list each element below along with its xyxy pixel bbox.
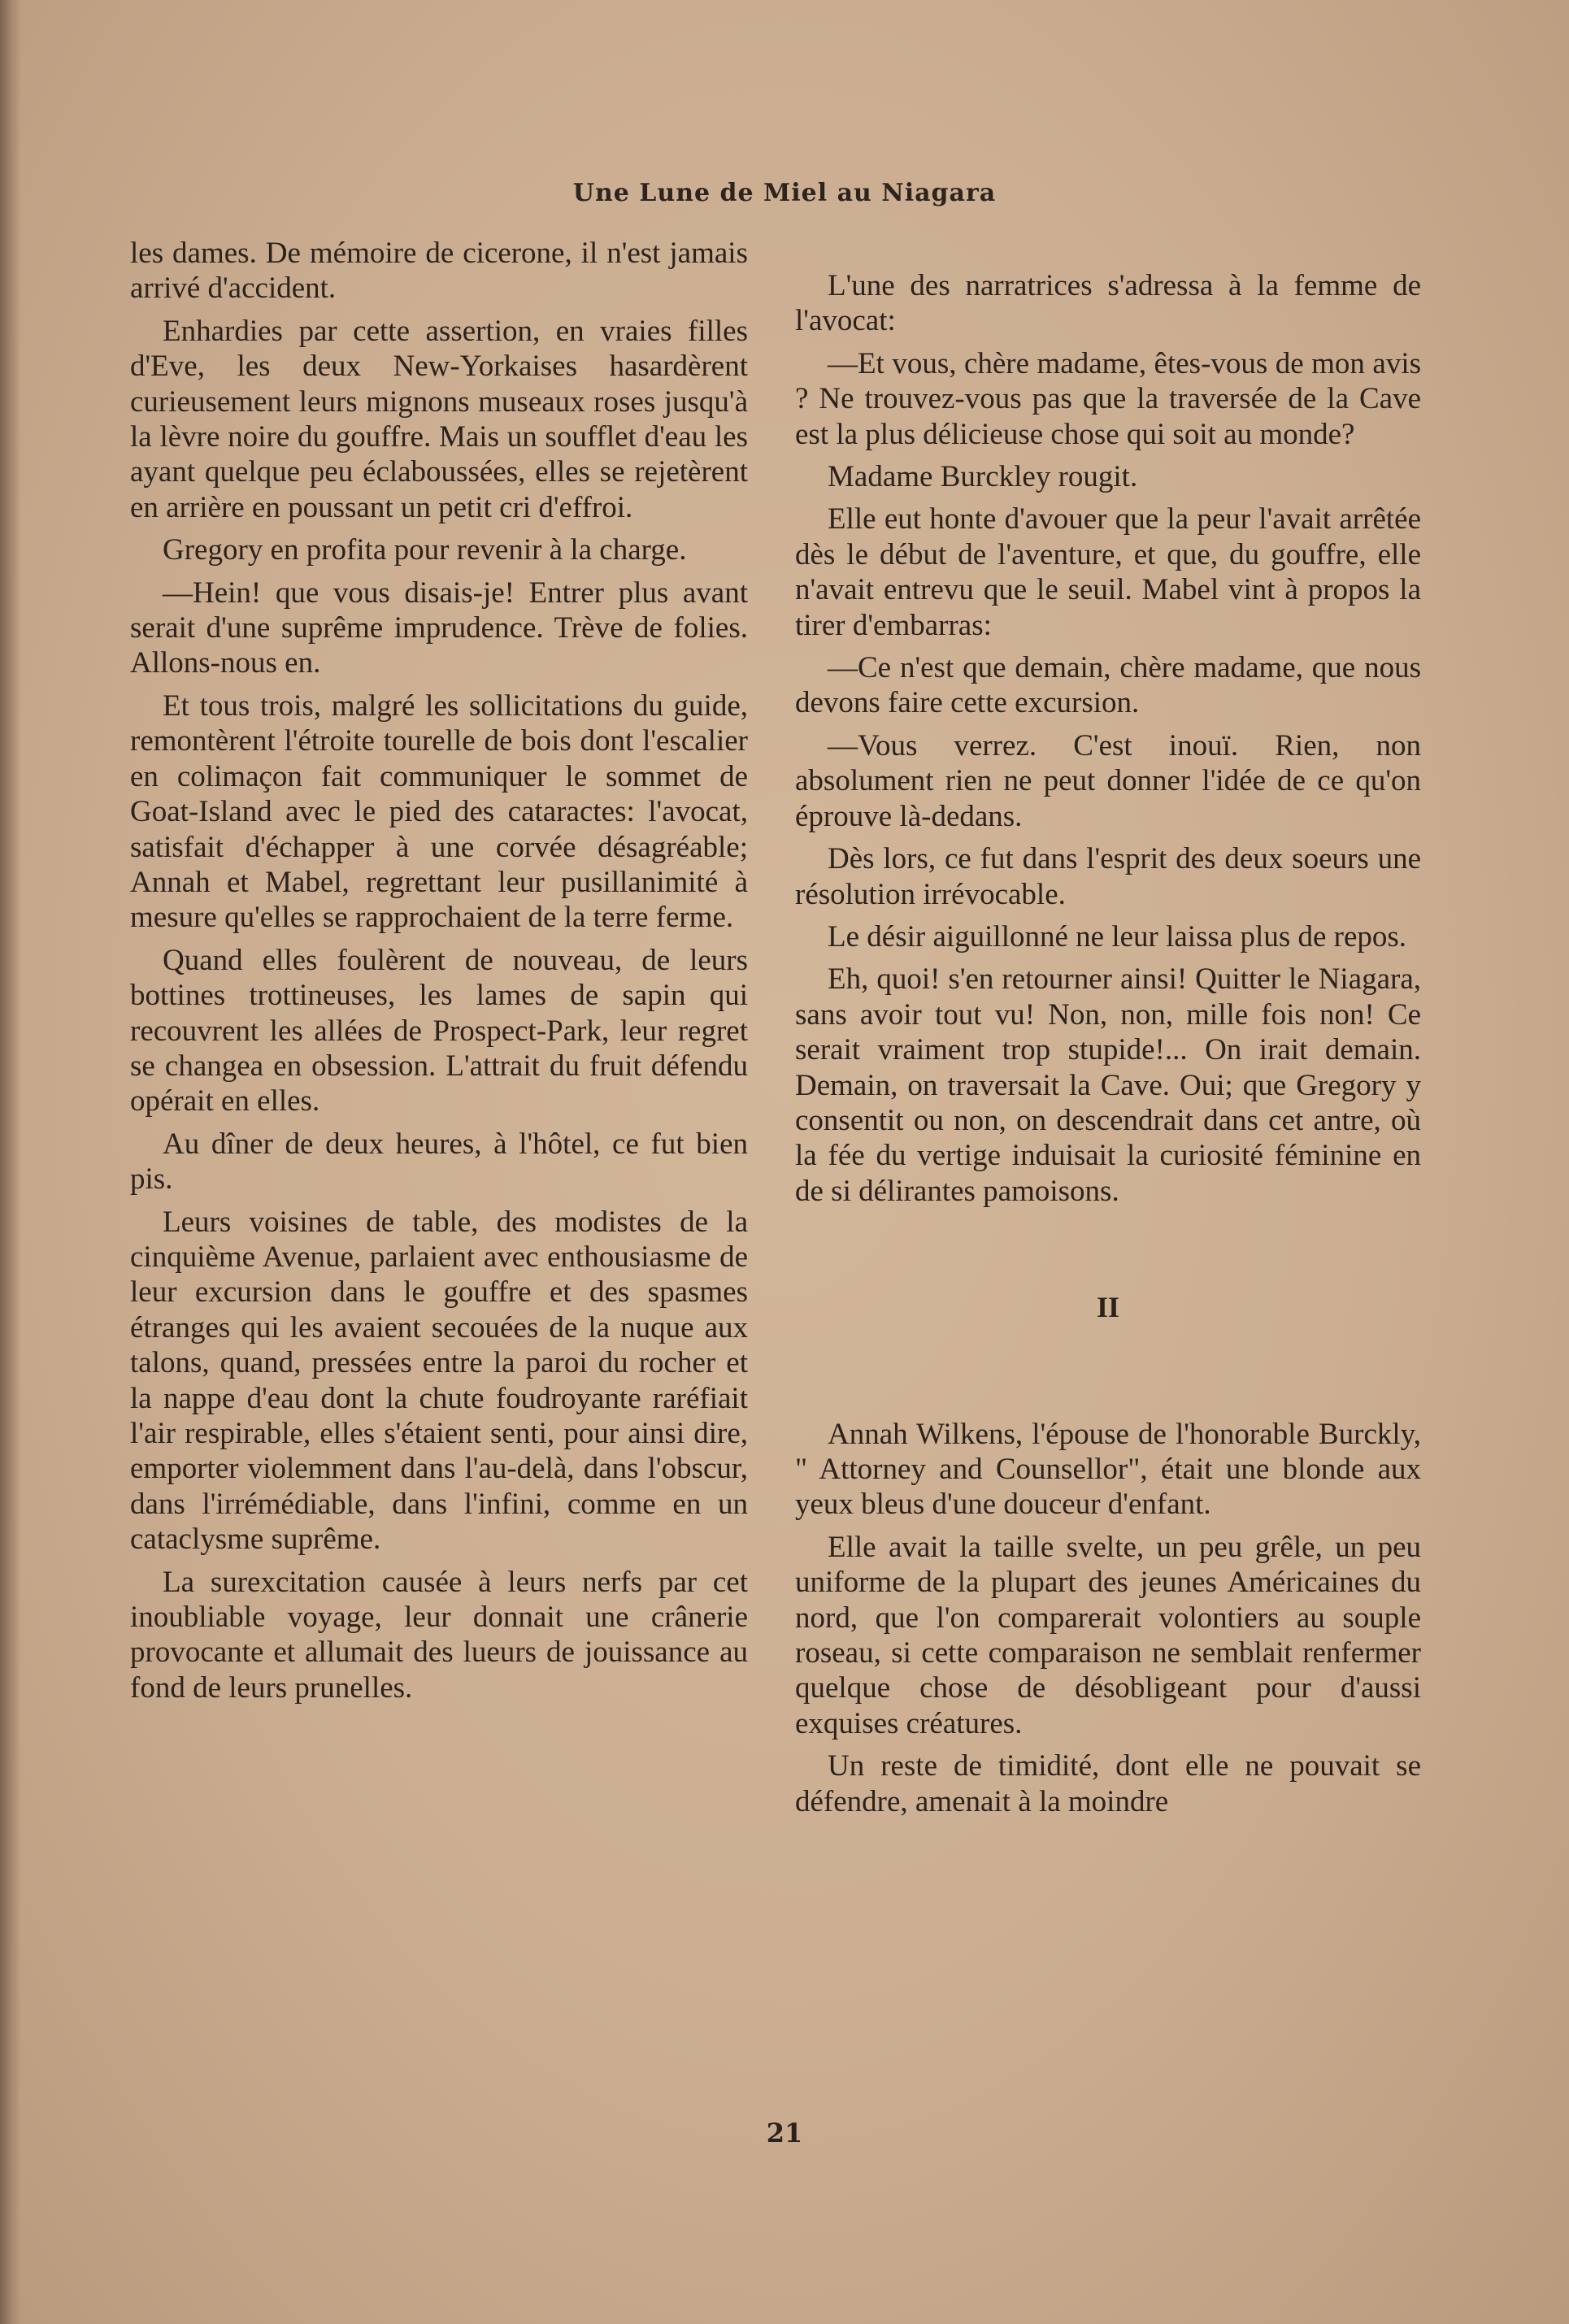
paragraph: Enhardies par cette assertion, en vraies filles d'Eve, les deux New-Yorkaises hasardèrent curieusement leurs mignons museaux roses jusqu'à la lèvre noire du gouffre. Mais un soufflet d'eau les ayant quelque peu éclaboussées, elles se rejetèrent en arrière en poussant un petit cri d'effroi. — [130, 314, 748, 524]
left-column — [130, 236, 748, 1713]
paragraph: Quand elles foulèrent de nouveau, de leurs bottines trottineuses, les lames de sapin qui recouvrent les allées de Prospect-Park, leur regret se changea en obsession. L'attrait du fruit défendu opérait en elles. — [130, 943, 748, 1119]
running-head: Une Lune de Miel au Niagara — [572, 179, 997, 207]
paragraph: Elle avait la taille svelte, un peu grêle, un peu uniforme de la plupart des jeunes Américaines du nord, que l'on comparerait volontiers au souple roseau, si cette comparaison ne semblait renfermer quelque chose de désobligeant pour d'aussi exquises créatures. — [795, 1530, 1421, 1740]
paragraph: Annah Wilkens, l'épouse de l'honorable Burckly, " Attorney and Counsellor", était une blonde aux yeux bleus d'une douceur d'enfant. — [795, 1417, 1421, 1522]
paragraph: Le désir aiguillonné ne leur laissa plus de repos. — [828, 919, 1407, 953]
right-column — [795, 268, 1421, 1827]
paragraph: Au dîner de deux heures, à l'hôtel, ce fut bien pis. — [130, 1127, 748, 1197]
paragraph: Un reste de timidité, dont elle ne pouvait se défendre, amenait à la moindre — [795, 1749, 1421, 1818]
paragraph: Madame Burckley rougit. — [828, 460, 1138, 494]
page-number: 21 — [766, 2118, 803, 2148]
paragraph: Leurs voisines de table, des modistes de la cinquième Avenue, parlaient avec enthousiasme de leur excursion dans le gouffre et des spasmes étranges qui les avaient secouées de la nuque aux talons, quand, pressées entre la paroi du rocher et la nappe d'eau dont la chute foudroyante raréfiait l'air respirable, elles s'étaient senti, pour ainsi dire, emporter violemment dans l'au-delà, dans l'obscur, dans l'irrémédiable, dans l'infini, comme en un cataclysme suprême. — [130, 1205, 748, 1557]
paragraph: Eh, quoi! s'en retourner ainsi! Quitter le Niagara, sans avoir tout vu! Non, non, mille fois non! Ce serait vraiment trop stupide!... On irait demain. Demain, on traversait la Cave. Oui; que Gregory y consentit ou non, on descendrait dans cet antre, où la fée du vertige induisait la curiosité féminine en de si délirantes pamoisons. — [795, 962, 1421, 1208]
paragraph: —Vous verrez. C'est inouï. Rien, non absolument rien ne peut donner l'idée de ce qu'on éprouve là-dedans. — [795, 728, 1421, 833]
paragraph: Gregory en profita pour revenir à la charge. — [163, 533, 687, 567]
paragraph: Dès lors, ce fut dans l'esprit des deux soeurs une résolution irrévocable. — [795, 842, 1421, 911]
paragraph: —Hein! que vous disais-je! Entrer plus avant serait d'une suprême imprudence. Trève de folies. Allons-nous en. — [130, 576, 748, 680]
paragraph: —Et vous, chère madame, êtes-vous de mon avis ? Ne trouvez-vous pas que la traversée de la Cave est la plus délicieuse chose qui soit au monde? — [795, 346, 1421, 451]
page-edge-shadow — [0, 0, 21, 2324]
paragraph: La surexcitation causée à leurs nerfs par cet inoubliable voyage, leur donnait une crânerie provocante et allumait des lueurs de jouissance au fond de leurs prunelles. — [130, 1565, 748, 1705]
paragraph: Et tous trois, malgré les sollicitations du guide, remontèrent l'étroite tourelle de bois dont l'escalier en colimaçon fait communiquer le sommet de Goat-Island avec le pied des cataractes: l'avocat, satisfait d'échapper à une corvée désagréable; Annah et Mabel, regrettant leur pusillanimité à mesure qu'elles se rapprochaient de la terre ferme. — [130, 689, 748, 935]
paragraph: L'une des narratrices s'adressa à la femme de l'avocat: — [795, 269, 1421, 338]
paragraph: —Ce n'est que demain, chère madame, que nous devons faire cette excursion. — [795, 651, 1421, 720]
section-number: II — [1096, 1291, 1120, 1324]
paragraph: les dames. De mémoire de cicerone, il n'est jamais arrivé d'accident. — [130, 237, 748, 306]
paragraph: Elle eut honte d'avouer que la peur l'avait arrêtée dès le début de l'aventure, et que, du gouffre, elle n'avait entrevu que le seuil. Mabel vint à propos la tirer d'embarras: — [795, 502, 1421, 642]
